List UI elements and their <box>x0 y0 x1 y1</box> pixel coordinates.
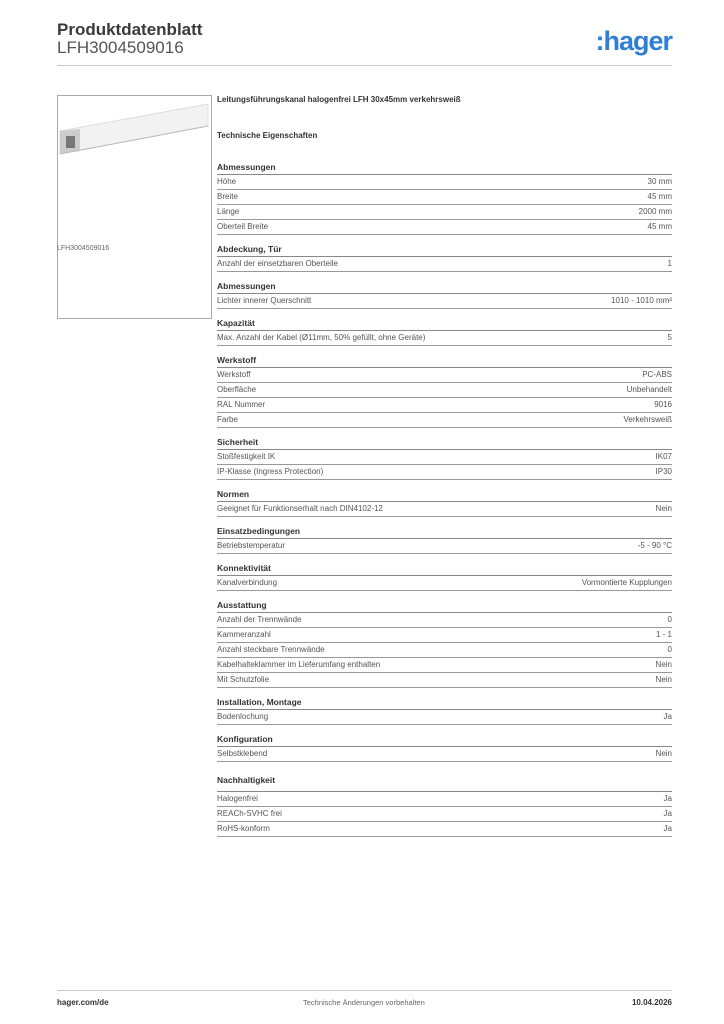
spec-row <box>217 710 672 725</box>
spec-value: 30 mm <box>647 177 672 186</box>
section-title: Sicherheit <box>217 436 672 450</box>
section-title: Konfiguration <box>217 733 672 747</box>
spec-row <box>217 576 672 591</box>
spec-row <box>217 190 672 205</box>
footer-note: Technische Änderungen vorbehalten <box>303 998 425 1007</box>
spec-row <box>217 613 672 628</box>
spec-section <box>217 525 672 554</box>
spec-label: Halogenfrei <box>217 794 258 803</box>
footer-divider <box>57 990 672 991</box>
spec-row <box>217 205 672 220</box>
spec-label: Breite <box>217 192 238 201</box>
spec-value: Nein <box>655 749 672 758</box>
spec-row <box>217 398 672 413</box>
header-divider <box>57 65 672 66</box>
spec-value: Nein <box>655 660 672 669</box>
footer-website[interactable]: hager.com/de <box>57 998 109 1007</box>
spec-label: Betriebstemperatur <box>217 541 286 550</box>
spec-value: Ja <box>663 809 672 818</box>
spec-section <box>217 354 672 428</box>
spec-section <box>217 696 672 725</box>
spec-value: 0 <box>667 615 672 624</box>
footer-date: 10.04.2026 <box>631 998 672 1007</box>
product-image <box>57 95 212 319</box>
spec-value: Ja <box>663 794 672 803</box>
spec-value: Ja <box>663 712 672 721</box>
section-title: Nachhaltigkeit <box>217 774 672 792</box>
spec-label: Anzahl der Trennwände <box>217 615 302 624</box>
spec-row <box>217 331 672 346</box>
spec-row <box>217 220 672 235</box>
product-description: Leitungsführungskanal halogenfrei LFH 30x45mm verkehrsweiß <box>217 95 461 104</box>
spec-value: 45 mm <box>647 192 672 201</box>
spec-value: 2000 mm <box>638 207 672 216</box>
section-title: Kapazität <box>217 317 672 331</box>
section-title: Normen <box>217 488 672 502</box>
spec-value: PC-ABS <box>642 370 672 379</box>
spec-section <box>217 488 672 517</box>
spec-row <box>217 628 672 643</box>
spec-column <box>217 95 672 845</box>
spec-label: Anzahl der einsetzbaren Oberteile <box>217 259 338 268</box>
spec-row <box>217 539 672 554</box>
spec-value: Nein <box>655 675 672 684</box>
spec-value: 9016 <box>654 400 672 409</box>
spec-label: IP-Klasse (Ingress Protection) <box>217 467 324 476</box>
section-title: Werkstoff <box>217 354 672 368</box>
spec-row <box>217 175 672 190</box>
spec-label: Max. Anzahl der Kabel (Ø11mm, 50% gefüllt, ohne Geräte) <box>217 333 426 342</box>
spec-value: Verkehrsweiß <box>623 415 672 424</box>
section-title: Installation, Montage <box>217 696 672 710</box>
spec-label: Kammeranzahl <box>217 630 271 639</box>
product-code: LFH3004509016 <box>57 38 184 57</box>
spec-label: Länge <box>217 207 240 216</box>
spec-section <box>217 599 672 688</box>
spec-value: 5 <box>667 333 672 342</box>
spec-row <box>217 643 672 658</box>
spec-label: Stoßfestigkeit IK <box>217 452 276 461</box>
spec-label: Geeignet für Funktionserhalt nach DIN4102-12 <box>217 504 383 513</box>
spec-section <box>217 733 672 762</box>
spec-row <box>217 294 672 309</box>
hager-logo: :hager <box>595 26 672 56</box>
spec-row <box>217 792 672 807</box>
tech-heading: Technische Eigenschaften <box>217 131 318 140</box>
spec-label: REACh-SVHC frei <box>217 809 282 818</box>
spec-label: Höhe <box>217 177 237 186</box>
spec-row <box>217 658 672 673</box>
spec-value: 1 <box>667 259 672 268</box>
spec-value: 0 <box>667 645 672 654</box>
section-title: Abmessungen <box>217 161 672 175</box>
spec-label: Kanalverbindung <box>217 578 278 587</box>
spec-label: Selbstklebend <box>217 749 268 758</box>
spec-label: Farbe <box>217 415 238 424</box>
spec-row <box>217 465 672 480</box>
spec-section <box>217 436 672 480</box>
spec-section <box>217 317 672 346</box>
spec-section <box>217 774 672 837</box>
spec-label: Oberteil Breite <box>217 222 269 231</box>
spec-row <box>217 368 672 383</box>
spec-value: 1010 - 1010 mm² <box>611 296 672 305</box>
spec-label: Mit Schutzfolie <box>217 675 270 684</box>
spec-value: 45 mm <box>647 222 672 231</box>
spec-value: IK07 <box>655 452 672 461</box>
spec-label: Werkstoff <box>217 370 251 379</box>
spec-label: Oberfläche <box>217 385 257 394</box>
spec-row <box>217 747 672 762</box>
spec-section <box>217 161 672 235</box>
spec-label: RAL Nummer <box>217 400 266 409</box>
spec-section <box>217 280 672 309</box>
spec-value: 1 - 1 <box>655 630 672 639</box>
spec-label: Kabelhalteklammer im Lieferumfang enthalten <box>217 660 381 669</box>
spec-label: RoHS-konform <box>217 824 270 833</box>
section-title: Einsatzbedingungen <box>217 525 672 539</box>
image-caption: LFH3004509016 <box>57 245 110 252</box>
spec-row <box>217 673 672 688</box>
page-title: Produktdatenblatt <box>57 20 203 39</box>
spec-section <box>217 243 672 272</box>
spec-value: Nein <box>655 504 672 513</box>
spec-row <box>217 502 672 517</box>
spec-value: IP30 <box>655 467 672 476</box>
spec-row <box>217 257 672 272</box>
spec-row <box>217 807 672 822</box>
spec-row <box>217 822 672 837</box>
spec-value: Ja <box>663 824 672 833</box>
spec-row <box>217 413 672 428</box>
section-title: Ausstattung <box>217 599 672 613</box>
spec-label: Bodenlochung <box>217 712 269 721</box>
spec-row <box>217 383 672 398</box>
spec-row <box>217 450 672 465</box>
section-title: Konnektivität <box>217 562 672 576</box>
spec-label: Anzahl steckbare Trennwände <box>217 645 325 654</box>
spec-value: -5 - 90 °C <box>637 541 672 550</box>
section-title: Abmessungen <box>217 280 672 294</box>
spec-value: Vormontierte Kupplungen <box>581 578 672 587</box>
spec-section <box>217 562 672 591</box>
spec-label: Lichter innerer Querschnitt <box>217 296 312 305</box>
section-title: Abdeckung, Tür <box>217 243 672 257</box>
spec-value: Unbehandelt <box>626 385 672 394</box>
